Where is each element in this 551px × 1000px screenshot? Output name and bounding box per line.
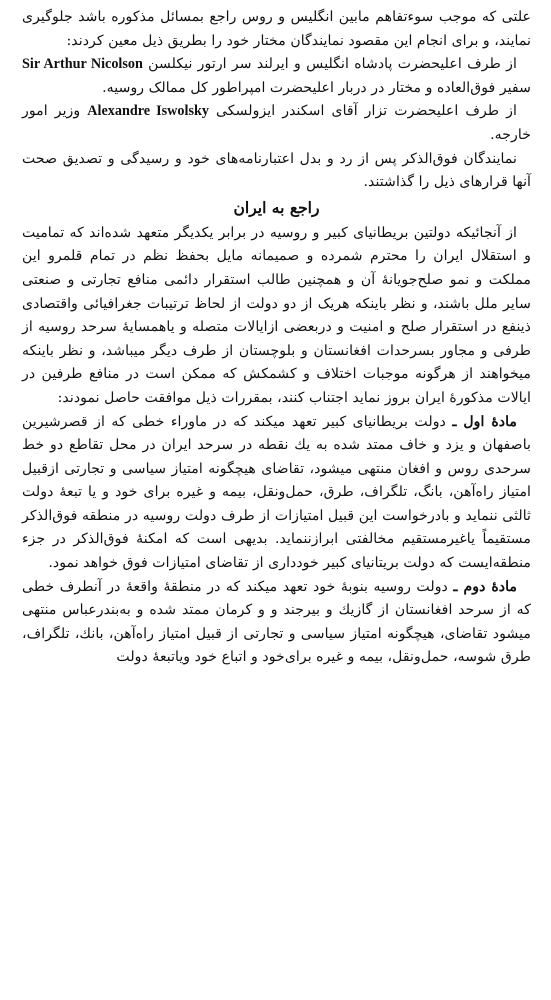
russian-delegate-paragraph: [22, 100, 531, 147]
russian-delegate-latin-name: Alexandre Iswolsky: [87, 103, 209, 120]
article-one-body: دولت بریطانیای کبیر تعهد میکند که در ماوراء خطی که از قصرشیرین باصفهان و یزد و خاف ممتد شده به یك نقطه در سرحد ایران در محل تقاطع دو خط سرحدی روس و افغان منتهی میشود، تقاضای هیچگونه امتیاز سیاسی و تجارتی ازقبیل امتیاز راه‌آهن، بانگ، تلگراف، طرق، حمل‌ونقل، بیمه و غیره برای خود و یا تبعهٔ دولت ثالثی ننماید و بادرخواست این قبیل امتیازات از طرف دولت روسیه در منطقه فوق‌الذکر مستقیماً یاغیرمستقیم مخالفتی ابرازننماید. بدیهی است که امکنهٔ فوق‌الذکر در جزء منطقه‌ایست که دولت بریتانیای کبیر خودداری از تقاضای امتیازات فوق خواهد نمود.: [22, 413, 531, 572]
article-one: [22, 411, 531, 576]
british-delegate-paragraph: [22, 53, 531, 100]
article-one-title: مادهٔ اول ـ: [452, 413, 517, 430]
british-delegate-persian-name: از طرف اعلیحضرت پادشاه انگلیس و ایرلند سر ارتور نیکلسن: [148, 56, 517, 73]
british-delegate-latin-name: Sir Arthur Nicolson: [22, 56, 143, 73]
article-two: [22, 576, 531, 670]
article-two-title: مادهٔ دوم ـ: [453, 578, 517, 595]
section-heading: راجع به ایران: [233, 197, 320, 217]
british-delegate-title: سفیر فوق‌العاده و مختار در دربار اعلیحضرت امپراطور کل ممالک روسیه.: [102, 79, 531, 96]
article-two-body: دولت روسیه بنوبهٔ خود تعهد میکند که در منطقهٔ واقعهٔ در آنطرف خطی که از سرحد افغانستان از گازیك و بیرجند و و کرمان ممتد شده و به‌بندرعباس منتهی میشود تقاضای، هیچگونه امتیاز سیاسی و تجارتی از قبیل امتیاز راه‌آهن، بانك، تلگراف، طرق شوسه، حمل‌ونقل، بیمه و غیره برای‌خود و اتباع خود ویاتبعهٔ دولت: [22, 578, 531, 666]
russian-delegate-persian-name: از طرف اعلیحضرت تزار آقای اسکندر ایزولسکی: [215, 103, 517, 120]
russian-delegate-title: وزیر امور خارجه.: [22, 103, 531, 143]
intro-paragraph: علتی که موجب سوءتفاهم مابین انگلیس و روس راجع بمسائل مذکوره باشد جلوگیری نمایند، و برای انجام این مقصود نمایندگان مختار خود را بطریق ذیل معین کردند:: [22, 9, 531, 49]
preamble-paragraph: از آنجائیکه دولتین بریطانیای کبیر و روسیه در برابر یکدیگر متعهد شده‌اند که تمامیت و استقلال ایران را محترم شمرده و صمیمانه مایل بحفظ نظم در تمام قلمرو این مملکت و نمو صلح‌جویانهٔ آن و همچنین طالب استقرار دائمی منافع تجارتی و صنعتی سایر ملل باشند، و نظر باینکه هریک از دو دولت از لحاظ ترتیبات جغرافیائی واقتصادی ذینفع در استقرار صلح و امنیت و دربعضی ازایالات متصله و یاهمسایهٔ سرحد روسیه از طرفی و مجاور بسرحدات افغانستان و بلوچستان از طرف دیگر میباشد، و نظر باینکه میخواهند از هرگونه موجبات اختلاف و کشمکش که ممکن است در منافع طرفین در ایالات مذکورهٔ ایران بروز نماید اجتناب کنند، بمقررات ذیل موافقت حاصل نمودند:: [22, 224, 531, 406]
credentials-paragraph: نمایندگان فوق‌الذکر پس از رد و بدل اعتبارنامه‌های خود و رسیدگی و تصدیق صحت آنها قرارهای ذیل را گذاشتند.: [22, 150, 531, 191]
